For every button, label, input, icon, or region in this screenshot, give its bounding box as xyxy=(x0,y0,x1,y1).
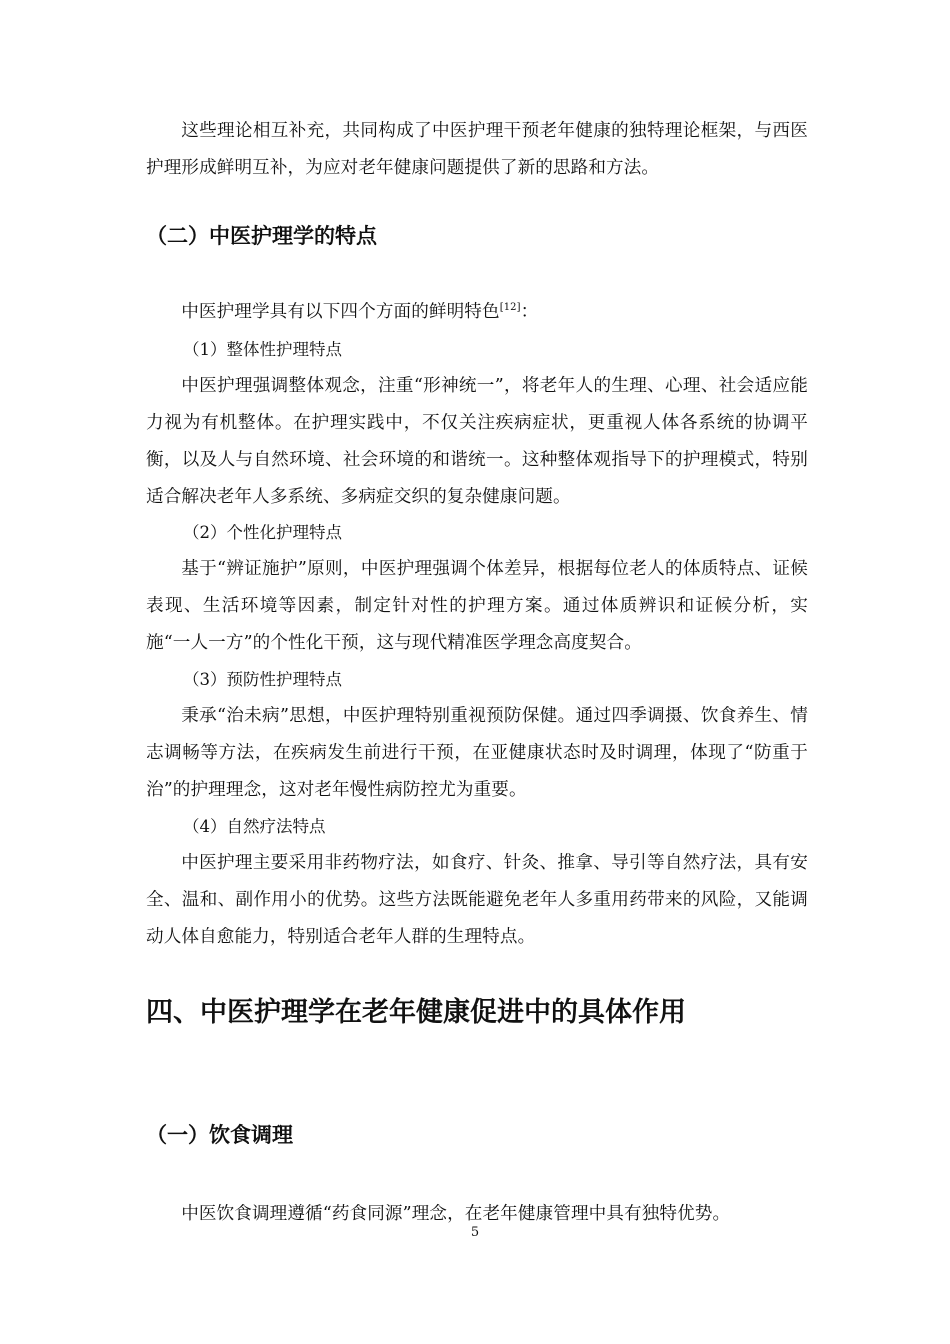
features-intro-suffix: ： xyxy=(520,302,539,322)
list-item-natural-therapy: （4）自然疗法特点 xyxy=(183,817,326,836)
paragraph-preventive: 秉承“治未病”思想，中医护理特别重视预防保健。通过四季调摄、饮食养生、情志调畅等方法，在疾病发生前进行干预，在亚健康状态时及时调理，体现了“防重于治”的护理理念，这对老年慢性病防控尤为重要。 xyxy=(146,706,808,800)
heading-chapter-four: 四、中医护理学在老年健康促进中的具体作用 xyxy=(146,997,686,1028)
paragraph-features-intro xyxy=(146,294,808,331)
heading-tcm-nursing-features: （二）中医护理学的特点 xyxy=(146,224,377,248)
list-item-preventive: （3）预防性护理特点 xyxy=(183,670,342,689)
citation-reference: [12] xyxy=(499,302,521,313)
features-intro-text: 中医护理学具有以下四个方面的鲜明特色 xyxy=(181,302,500,322)
paragraph-theory-summary: 这些理论相互补充，共同构成了中医护理干预老年健康的独特理论框架，与西医护理形成鲜明互补，为应对老年健康问题提供了新的思路和方法。 xyxy=(146,121,808,178)
list-item-holistic: （1）整体性护理特点 xyxy=(183,340,342,359)
paragraph-diet-regulation: 中医饮食调理遵循“药食同源”理念，在老年健康管理中具有独特优势。 xyxy=(181,1204,731,1224)
list-item-personalized: （2）个性化护理特点 xyxy=(183,523,342,542)
heading-diet-regulation: （一）饮食调理 xyxy=(146,1123,293,1147)
page-number: 5 xyxy=(470,1225,480,1240)
paragraph-holistic: 中医护理强调整体观念，注重“形神统一”，将老年人的生理、心理、社会适应能力视为有机整体。在护理实践中，不仅关注疾病症状，更重视人体各系统的协调平衡，以及人与自然环境、社会环境的和谐统一。这种整体观指导下的护理模式，特别适合解决老年人多系统、多病症交织的复杂健康问题。 xyxy=(146,376,808,507)
paragraph-natural-therapy: 中医护理主要采用非药物疗法，如食疗、针灸、推拿、导引等自然疗法，具有安全、温和、副作用小的优势。这些方法既能避免老年人多重用药带来的风险，又能调动人体自愈能力，特别适合老年人群的生理特点。 xyxy=(146,853,808,947)
paragraph-personalized: 基于“辨证施护”原则，中医护理强调个体差异，根据每位老人的体质特点、证候表现、生活环境等因素，制定针对性的护理方案。通过体质辨识和证候分析，实施“一人一方”的个性化干预，这与现代精准医学理念高度契合。 xyxy=(146,559,808,653)
